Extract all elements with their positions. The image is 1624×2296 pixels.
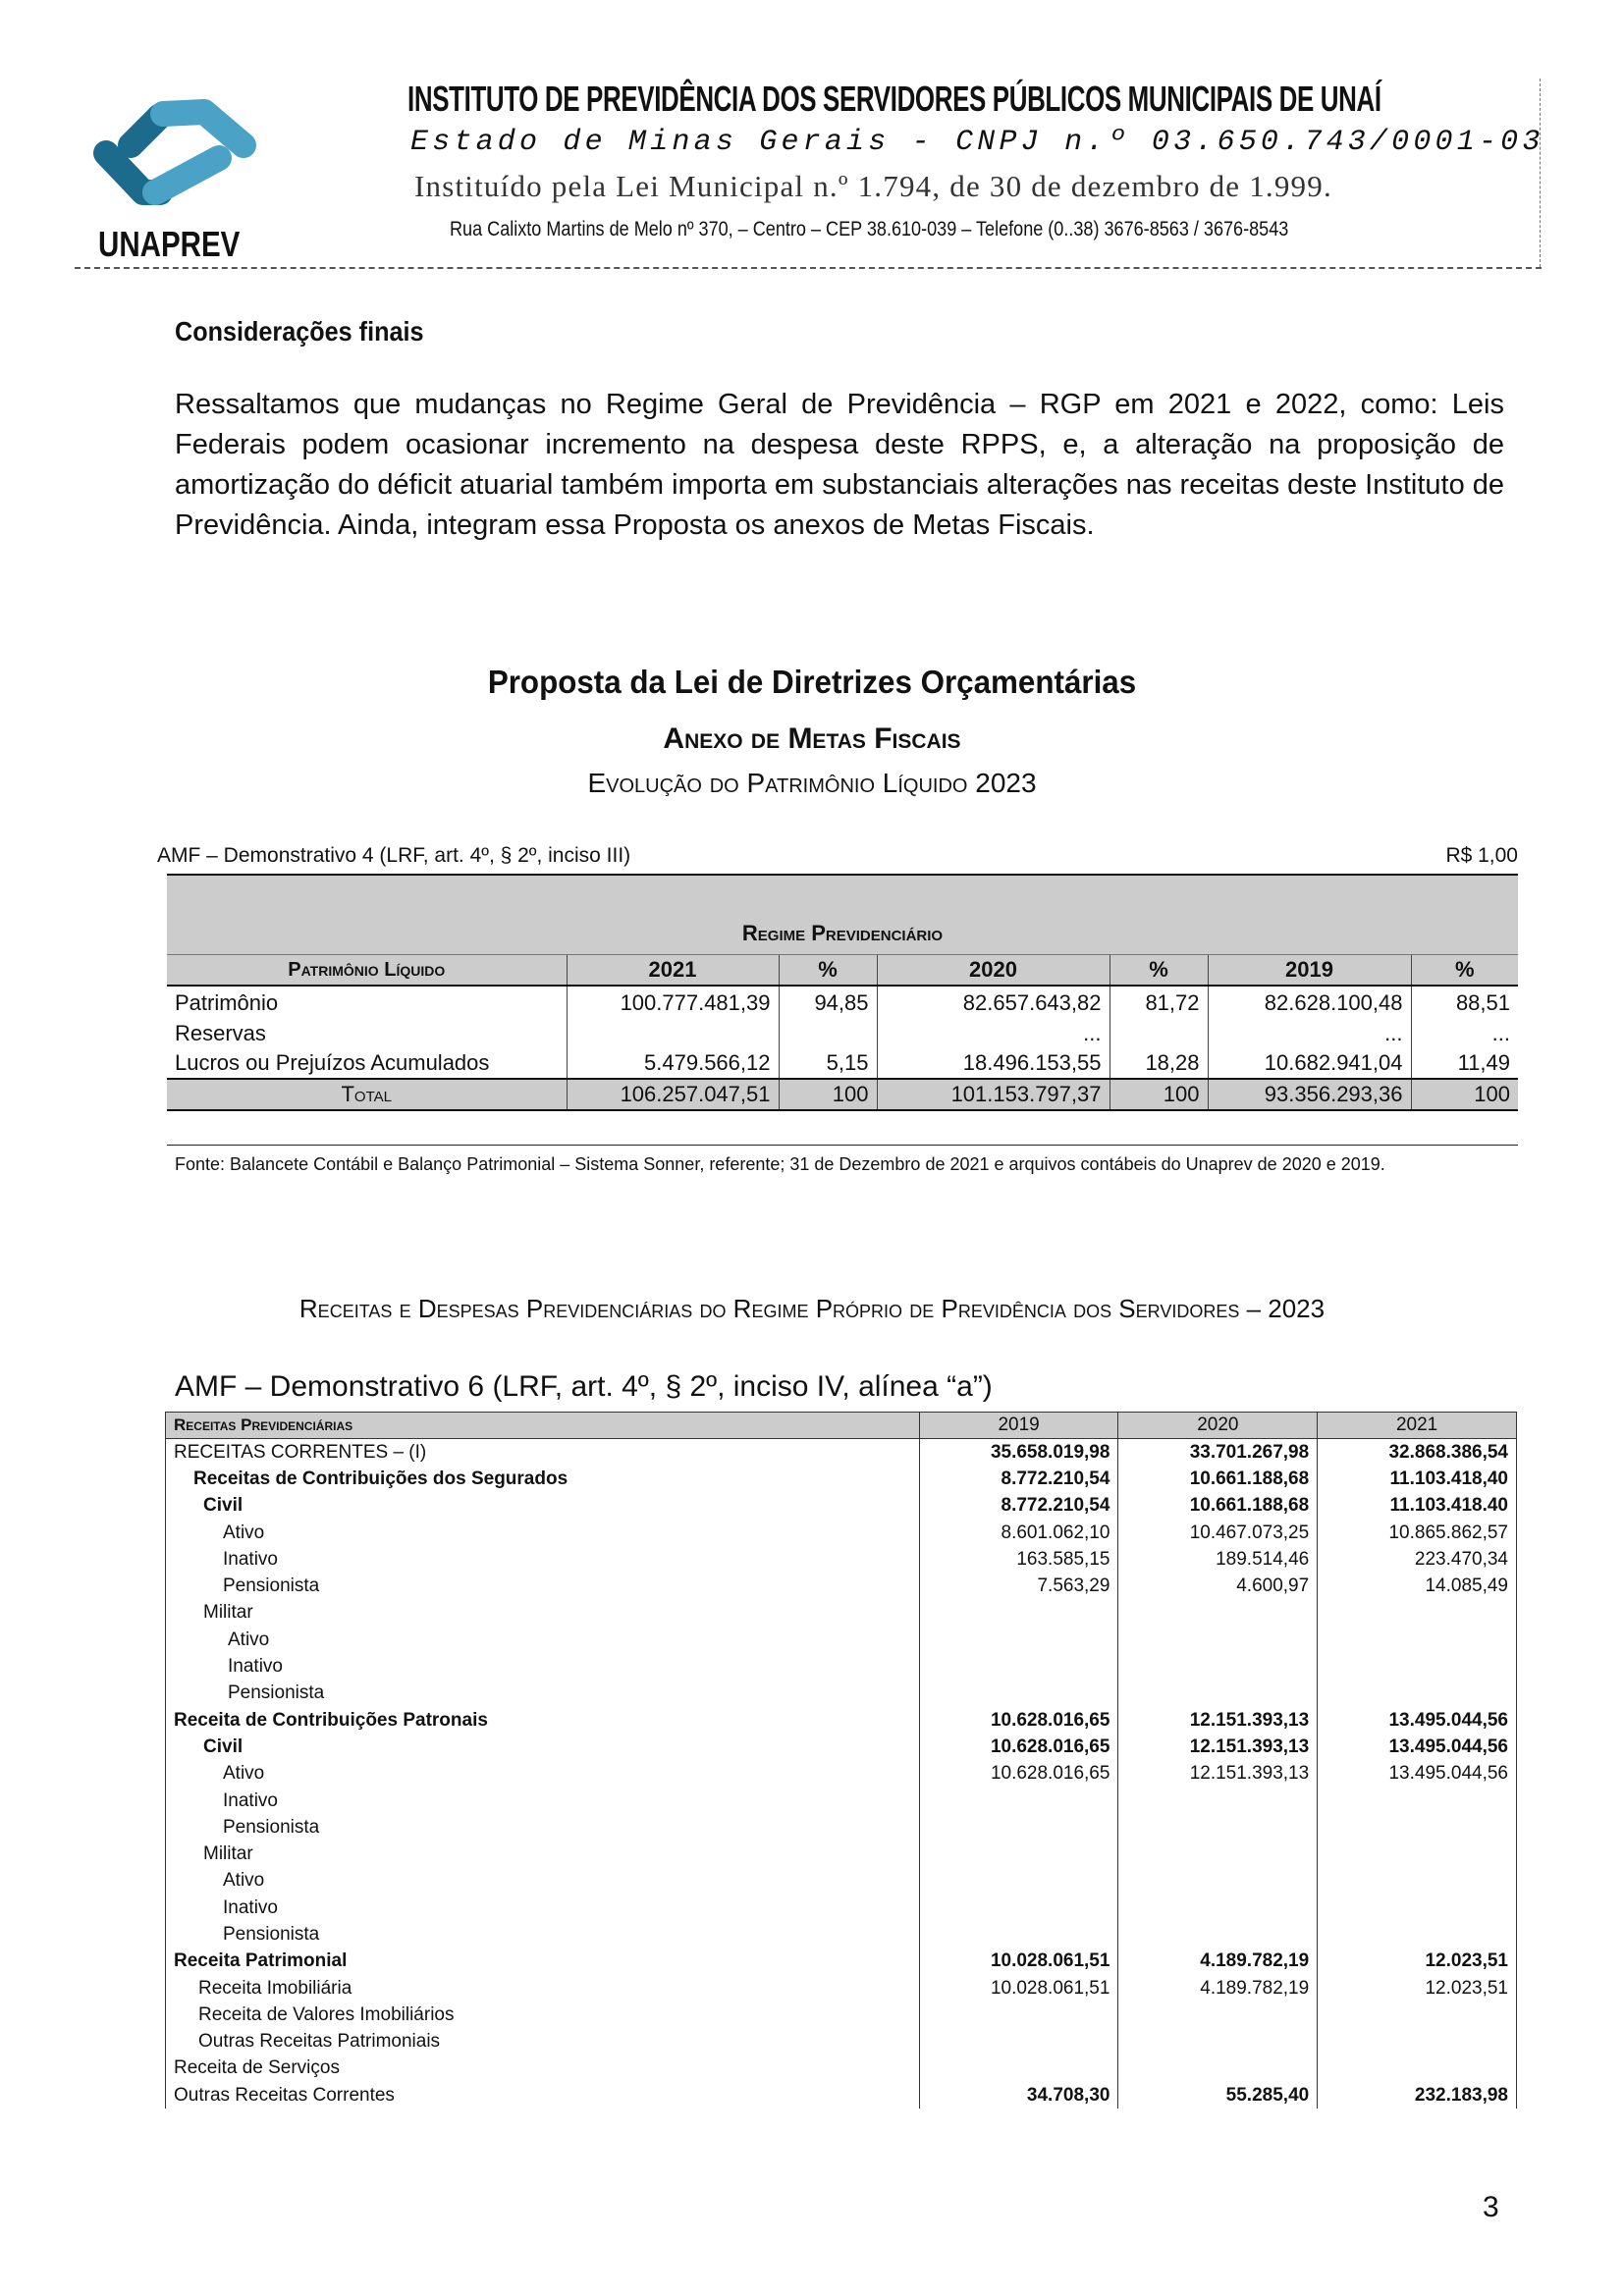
cell xyxy=(919,1681,1118,1707)
row-label: Receita de Contribuições Patronais xyxy=(166,1707,920,1734)
row-label: Pensionista xyxy=(166,1921,920,1948)
cell xyxy=(919,1788,1118,1814)
table-row xyxy=(166,1439,1517,1467)
table-row xyxy=(166,1653,1517,1680)
cell: 82.657.643,82 xyxy=(877,986,1110,1019)
table-row xyxy=(166,1788,1517,1814)
cell xyxy=(1318,1681,1517,1707)
cell: 100 xyxy=(1411,1079,1518,1110)
proposal-title: Proposta da Lei de Diretrizes Orçamentárias xyxy=(487,664,1137,700)
cell xyxy=(1118,1895,1318,1921)
cell: 10.661.188,68 xyxy=(1118,1493,1318,1520)
cell xyxy=(1118,2002,1318,2028)
cell: 93.356.293,36 xyxy=(1208,1079,1411,1110)
address-line: Rua Calixto Martins de Melo nº 370, – Centro – CEP 38.610-039 – Telefone (0..38) 3676-8563 / 3676-8543 xyxy=(450,218,1289,240)
cell: 5,15 xyxy=(779,1048,877,1079)
cell: 101.153.797,37 xyxy=(877,1079,1110,1110)
cell: 100.777.481,39 xyxy=(567,986,779,1019)
cell: 8.772.210,54 xyxy=(919,1466,1118,1492)
cell: 82.628.100,48 xyxy=(1208,986,1411,1019)
cell xyxy=(919,1653,1118,1680)
table-row xyxy=(166,1573,1517,1599)
table-row xyxy=(166,2002,1517,2028)
header-right-divider xyxy=(1540,79,1541,267)
cell xyxy=(567,1019,779,1048)
cell: 189.514,46 xyxy=(1118,1546,1318,1573)
table-band-row xyxy=(167,875,1518,955)
row-label: Ativo xyxy=(166,1627,920,1653)
state-cnpj: Estado de Minas Gerais - CNPJ n.º 03.650.743/0001-03 xyxy=(410,126,1544,159)
cell: 13.495.044,56 xyxy=(1318,1761,1517,1788)
cell: 12.151.393,13 xyxy=(1118,1707,1318,1734)
col-header: 2020 xyxy=(877,955,1110,987)
cell: 33.701.267,98 xyxy=(1118,1439,1318,1467)
source-divider xyxy=(167,1145,1518,1146)
cell: 13.495.044,56 xyxy=(1318,1707,1517,1734)
col-header: 2021 xyxy=(567,955,779,987)
cell: 223.470,34 xyxy=(1318,1546,1517,1573)
cell xyxy=(1118,1841,1318,1867)
cell: 4.189.782,19 xyxy=(1118,1975,1318,2002)
col-header: Patrimônio Líquido xyxy=(167,955,567,987)
section-heading: Considerações finais xyxy=(175,316,424,347)
cell: 10.682.941,04 xyxy=(1208,1048,1411,1079)
cell: 12.023,51 xyxy=(1318,1949,1517,1975)
founding-law: Instituído pela Lei Municipal n.º 1.794, de 30 de dezembro de 1.999. xyxy=(414,169,1332,203)
cell xyxy=(919,1868,1118,1895)
cell: 10.467.073,25 xyxy=(1118,1520,1318,1546)
cell: 12.151.393,13 xyxy=(1118,1734,1318,1760)
cell: 35.658.019,98 xyxy=(919,1439,1118,1467)
row-label: Outras Receitas Patrimoniais xyxy=(166,2029,920,2056)
table-row xyxy=(166,1627,1517,1653)
col-header: 2021 xyxy=(1318,1413,1517,1439)
evolution-subtitle: Evolução do Patrimônio Líquido 2023 xyxy=(587,768,1037,798)
row-label: Receita de Valores Imobiliários xyxy=(166,2002,920,2028)
table-row xyxy=(167,1019,1518,1048)
demonstrativo4-caption: AMF – Demonstrativo 4 (LRF, art. 4º, § 2º, inciso III) xyxy=(157,844,631,867)
cell: 4.189.782,19 xyxy=(1118,1949,1318,1975)
cell: 10.661.188,68 xyxy=(1118,1466,1318,1492)
cell xyxy=(919,2056,1118,2082)
row-label: Pensionista xyxy=(166,1573,920,1599)
cell: 10.028.061,51 xyxy=(919,1975,1118,2002)
cell xyxy=(1118,1681,1318,1707)
cell xyxy=(1118,1788,1318,1814)
currency-unit: R$ 1,00 xyxy=(1445,844,1518,867)
cell: 81,72 xyxy=(1110,986,1208,1019)
demonstrativo6-caption: AMF – Demonstrativo 6 (LRF, art. 4º, § 2º, inciso IV, alínea “a”) xyxy=(175,1370,993,1403)
cell: ... xyxy=(1208,1019,1411,1048)
cell: ... xyxy=(1411,1019,1518,1048)
row-label: Receita de Serviços xyxy=(166,2056,920,2082)
institution-title: INSTITUTO DE PREVIDÊNCIA DOS SERVIDORES PÚBLICOS MUNICIPAIS DE UNAÍ xyxy=(407,79,1381,119)
table-row xyxy=(166,1949,1517,1975)
table-body xyxy=(166,1439,1517,2109)
row-label: Outras Receitas Correntes xyxy=(166,2082,920,2109)
cell: 14.085,49 xyxy=(1318,1573,1517,1599)
table-row xyxy=(166,1761,1517,1788)
cell xyxy=(1318,1627,1517,1653)
cell xyxy=(1118,1627,1318,1653)
cell xyxy=(1318,2002,1517,2028)
row-label: Inativo xyxy=(166,1546,920,1573)
col-header: Receitas Previdenciárias xyxy=(166,1413,920,1439)
table-row xyxy=(166,2082,1517,2109)
cell: 10.628.016,65 xyxy=(919,1734,1118,1760)
cell: 88,51 xyxy=(1411,986,1518,1019)
cell: 12.151.393,13 xyxy=(1118,1761,1318,1788)
cell: 32.868.386,54 xyxy=(1318,1439,1517,1467)
cell xyxy=(919,2029,1118,2056)
table-row xyxy=(166,1600,1517,1627)
cell xyxy=(1118,2029,1318,2056)
table-total-row xyxy=(167,1079,1518,1110)
row-label: Receitas de Contribuições dos Segurados xyxy=(166,1466,920,1492)
page-number: 3 xyxy=(1483,2191,1499,2223)
table-row xyxy=(166,1707,1517,1734)
cell: 11.103.418.40 xyxy=(1318,1493,1517,1520)
row-label: Militar xyxy=(166,1600,920,1627)
cell: 34.708,30 xyxy=(919,2082,1118,2109)
table-row xyxy=(166,1520,1517,1546)
table-row xyxy=(167,986,1518,1019)
cell: 12.023,51 xyxy=(1318,1975,1517,2002)
table-row xyxy=(166,1921,1517,1948)
row-label: Ativo xyxy=(166,1868,920,1895)
cell: 7.563,29 xyxy=(919,1573,1118,1599)
cell: 4.600,97 xyxy=(1118,1573,1318,1599)
table-row xyxy=(166,1493,1517,1520)
table-row xyxy=(166,1814,1517,1841)
header-divider xyxy=(75,267,1542,269)
cell xyxy=(1118,1814,1318,1841)
table-row xyxy=(166,1466,1517,1492)
row-label: Civil xyxy=(166,1734,920,1760)
receitas-title: Receitas e Despesas Previdenciárias do Regime Próprio de Previdência dos Servidores – 2023 xyxy=(298,1294,1326,1323)
cell xyxy=(1318,1600,1517,1627)
row-label: Receita Imobiliária xyxy=(166,1975,920,2002)
row-label: Civil xyxy=(166,1493,920,1520)
cell xyxy=(1318,1788,1517,1814)
row-label: Inativo xyxy=(166,1653,920,1680)
col-header: 2019 xyxy=(919,1413,1118,1439)
cell xyxy=(919,1841,1118,1867)
cell: 10.628.016,65 xyxy=(919,1707,1118,1734)
cell: 94,85 xyxy=(779,986,877,1019)
cell: 10.028.061,51 xyxy=(919,1949,1118,1975)
receitas-previdenciarias-table xyxy=(165,1412,1517,2109)
cell: 106.257.047,51 xyxy=(567,1079,779,1110)
col-header: % xyxy=(1411,955,1518,987)
cell: 11.103.418,40 xyxy=(1318,1466,1517,1492)
cell: 55.285,40 xyxy=(1118,2082,1318,2109)
cell xyxy=(1318,2029,1517,2056)
cell xyxy=(919,1895,1118,1921)
cell: 18,28 xyxy=(1110,1048,1208,1079)
table-row xyxy=(166,2029,1517,2056)
cell xyxy=(919,1600,1118,1627)
row-label: Pensionista xyxy=(166,1681,920,1707)
table-row xyxy=(166,1841,1517,1867)
cell xyxy=(1118,1600,1318,1627)
cell: 8.772.210,54 xyxy=(919,1493,1118,1520)
cell xyxy=(1118,1921,1318,1948)
annex-title: Anexo de Metas Fiscais xyxy=(663,722,961,755)
table-row xyxy=(166,1975,1517,2002)
row-label: Ativo xyxy=(166,1520,920,1546)
row-label: Militar xyxy=(166,1841,920,1867)
cell: 10.628.016,65 xyxy=(919,1761,1118,1788)
total-label: Total xyxy=(167,1079,567,1110)
table-header-row xyxy=(167,955,1518,987)
patrimonio-liquido-table xyxy=(167,874,1518,1111)
cell xyxy=(1118,1653,1318,1680)
cell: 5.479.566,12 xyxy=(567,1048,779,1079)
cell xyxy=(1318,1841,1517,1867)
row-label: Receita Patrimonial xyxy=(166,1949,920,1975)
table-row xyxy=(166,1868,1517,1895)
row-label: RECEITAS CORRENTES – (I) xyxy=(166,1439,920,1467)
row-label: Pensionista xyxy=(166,1814,920,1841)
considerations-paragraph: Ressaltamos que mudanças no Regime Geral de Previdência – RGP em 2021 e 2022, como: Leis Federais podem ocasionar incremento na despesa deste RPPS, e, a alteração na proposição de amortização do déficit atuarial também importa em substanciais alterações nas receitas deste Instituto de Previdência. Ainda, integram essa Proposta os anexos de Metas Fiscais. xyxy=(175,389,1505,541)
table-row xyxy=(166,1546,1517,1573)
cell xyxy=(1118,2056,1318,2082)
table-row xyxy=(166,2056,1517,2082)
unaprev-logo-icon xyxy=(86,94,268,217)
cell: 232.183,98 xyxy=(1318,2082,1517,2109)
table-row xyxy=(167,1048,1518,1079)
cell xyxy=(1318,1868,1517,1895)
cell: 100 xyxy=(1110,1079,1208,1110)
cell: 100 xyxy=(779,1079,877,1110)
source-note: Fonte: Balancete Contábil e Balanço Patrimonial – Sistema Sonner, referente; 31 de Dezembro de 2021 e arquivos contábeis do Unaprev de 2020 e 2019. xyxy=(175,1154,1385,1174)
table-header-row xyxy=(166,1413,1517,1439)
col-header: 2019 xyxy=(1208,955,1411,987)
cell xyxy=(919,1627,1118,1653)
col-header: % xyxy=(1110,955,1208,987)
table-row xyxy=(166,1681,1517,1707)
col-header: % xyxy=(779,955,877,987)
row-label: Inativo xyxy=(166,1788,920,1814)
cell: 13.495.044,56 xyxy=(1318,1734,1517,1760)
cell xyxy=(1110,1019,1208,1048)
cell xyxy=(1318,2056,1517,2082)
cell xyxy=(919,1921,1118,1948)
cell xyxy=(1318,1921,1517,1948)
cell: 18.496.153,55 xyxy=(877,1048,1110,1079)
cell xyxy=(1318,1814,1517,1841)
cell xyxy=(1318,1895,1517,1921)
cell xyxy=(1318,1653,1517,1680)
cell: ... xyxy=(877,1019,1110,1048)
cell xyxy=(779,1019,877,1048)
regime-band: Regime Previdenciário xyxy=(167,875,1518,955)
cell xyxy=(1118,1868,1318,1895)
row-label: Patrimônio xyxy=(175,989,279,1015)
row-label: Reservas xyxy=(175,1021,266,1045)
row-label: Lucros ou Prejuízos Acumulados xyxy=(175,1050,490,1075)
cell: 8.601.062,10 xyxy=(919,1520,1118,1546)
table-row xyxy=(166,1734,1517,1760)
table-row xyxy=(166,1895,1517,1921)
row-label: Inativo xyxy=(166,1895,920,1921)
cell: 10.865.862,57 xyxy=(1318,1520,1517,1546)
cell: 163.585,15 xyxy=(919,1546,1118,1573)
logo-text: UNAPREV xyxy=(98,224,241,264)
cell: 11,49 xyxy=(1411,1048,1518,1079)
col-header: 2020 xyxy=(1118,1413,1318,1439)
cell xyxy=(919,1814,1118,1841)
cell xyxy=(919,2002,1118,2028)
row-label: Ativo xyxy=(166,1761,920,1788)
